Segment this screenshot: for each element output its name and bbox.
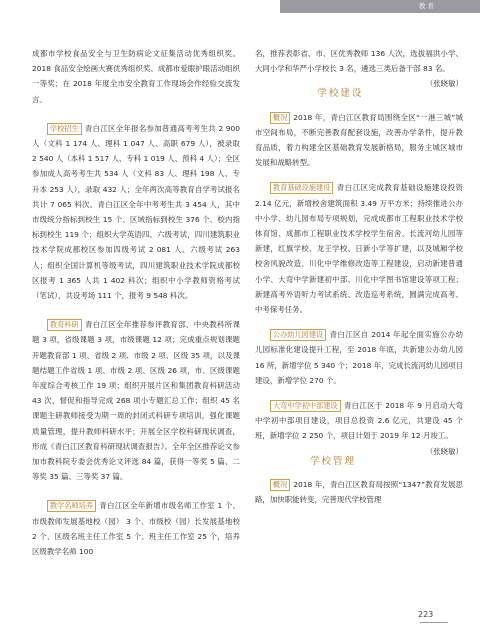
teacher-training-paragraph xyxy=(32,498,240,559)
teacher-training-tag: 教学名师培养 xyxy=(47,500,96,512)
overview-text: 2018 年，青白江区教育局围绕全区“一港三城”城市空间布局，不断完善教育配套设施，改善办学条件，提升教育品质，着力构建全区基础教育发展新格局，服务主城区城市发展和战略转型。 xyxy=(255,112,463,168)
infrastructure-tag: 教育基础设施建设 xyxy=(270,182,334,194)
header-strip xyxy=(0,0,480,13)
author-credit-2: （张晓敏） xyxy=(425,446,463,456)
recruitment-paragraph xyxy=(32,121,240,303)
continued-text: 名，推荐表彰省、市、区优秀教师 136 人次，选拔福洪小学、大同小学和华严小学校长 3 名，遴选三类后备干部 83 名。 xyxy=(255,49,463,74)
continued-paragraph-right xyxy=(255,46,463,89)
footer-rule xyxy=(420,622,448,623)
section-header-label: 教育 xyxy=(419,2,436,10)
management-overview-paragraph xyxy=(255,477,463,507)
management-overview-text: 2018 年，青白江区教育局按照“1347”教育发展思路，加快职能转变，完善现代学校管理 xyxy=(255,479,463,505)
teacher-training-text: 青白江区全年新增市级名师工作室 1 个、市级教师发展基地校（园） 3 个、市级校（园）长发展基地校 2 个、区级名班主任工作室 5 个、班主任工作室 25 个，培养区级教学名师 100 xyxy=(32,501,240,557)
recruitment-tag: 学校招生 xyxy=(47,123,82,135)
overview-paragraph xyxy=(255,110,463,171)
kindergarten-paragraph xyxy=(255,327,463,388)
research-text: 青白江区全年推荐参评教育部、中央教科所课题 3 项，省级课题 3 项，市级课题 12 项；完成重点规划课题开题教育部 1 项、省级 2 项、市级 2 项、区级 35 项，以及课题结题工作省级 1 项、市级 2 项、区级 26 项，市、区级课题年度综合考核工作 19 项；组织开展片区和集团教育科研活动 43 次，督促和指导完成 268 项小专题汇总工作；组织 45 名课题主研教师接受为期一周的封闭式科研专项培训，强化课题质量管理，提升教师科研水平；开展全区学校科研现状调查，形成《青白江区教育科研现状调查报告》。全年全区推荐论文参加市教科院专委会优秀论文评选 84 篇，获得一等奖 5 篇、二等奖 35 篇、三等奖 37 篇。 xyxy=(32,320,240,482)
author-credit: （张晓敏） xyxy=(425,79,463,89)
dawan-text: 青白江区于 2018 年 9 月启动大弯中学初中部项目建设，项目总投资 2.6 亿元，共建设 45 个班，新增学位 2 250 个，项目计划于 2019 年 12 月竣工。 xyxy=(255,401,463,441)
dawan-paragraph xyxy=(255,398,463,456)
dawan-tag: 大弯中学初中部建设 xyxy=(270,400,341,412)
management-overview-tag: 概况 xyxy=(270,479,290,491)
section-title-school-management: 学校管理 xyxy=(309,455,356,467)
section-title-school-construction: 学校建设 xyxy=(317,88,364,100)
infrastructure-text: 青白江区完成教育基础设施建设投资 2.14 亿元，新增校舍建筑面积 3.49 万平方米；持续推进公办中小学、幼儿园布局专项规划，完成成都市工程职业技术学校体育馆、成都市工程职业技术学校学生宿舍、长流河幼儿园等新建，红旗学校、龙王学校、日新小学等扩建，以及城厢学校校舍风貌改造、川化中学维修改造等工程建设，启动新建普通小学、大弯中学新建初中部、川化中学图书馆建设等项工程；新建高考外语听力考试系统、改造巡考系统，圆满完成高考、中考保考任务。 xyxy=(255,183,463,315)
kindergarten-tag: 公办幼儿园建设 xyxy=(270,329,326,341)
research-tag: 教育科研 xyxy=(47,319,82,331)
left-column xyxy=(32,46,240,559)
right-column xyxy=(255,46,463,507)
overview-tag: 概况 xyxy=(270,112,290,124)
research-paragraph xyxy=(32,317,240,484)
recruitment-text: 青白江区全年报名参加普通高考考生共 2 900 人（文科 1 174 人、理科 1 047 人、高职 679 人），被录取 2 540 人（本科 1 517 人、专科 1 019 人、预科 4 人）；全区参加成人高考考生共 534 人（文科 83 人、理科 198 人、专升本 253 人），录取 432 人；全年两次高等教育自学考试报名共计 7 065 科次。青白江区全年中考考生共 3 454 人，其中市级统分指标到校生 15 个、区域指标到校生 376 个、校内指标到校生 119 个；组织大学英语四、六级考试，四川建筑职业技术学院成都校区参加四级考试 2 081 人、六级考试 263 人；组织全国计算机等级考试，四川建筑职业技术学院成都校区报考 1 365 人共 1 402 科次；组织中小学教师资格考试（笔试），共设考场 111 个，报考 9 548 科次。 xyxy=(32,123,240,301)
page-number: 223 xyxy=(418,610,434,619)
infrastructure-paragraph xyxy=(255,180,463,317)
kindergarten-text: 青白江区自 2014 年起全面实施公办幼儿园标准化建设提升工程，至 2018 年底，共新建公办幼儿园 16 所，新增学位 5 340 个；2018 年，完成长流河幼儿园项目建设，新增学位 270 个。 xyxy=(255,330,463,385)
header-bar xyxy=(280,0,480,13)
continued-paragraph: 成都市学校食品安全与卫生防病论文征集活动优秀组织奖。2018 食品安全绘画大赛优秀组织奖、成都市爱眼护眼活动组织一等奖；在 2018 年度全市安全教育工作现场会作经验交流发言。 xyxy=(32,49,240,104)
